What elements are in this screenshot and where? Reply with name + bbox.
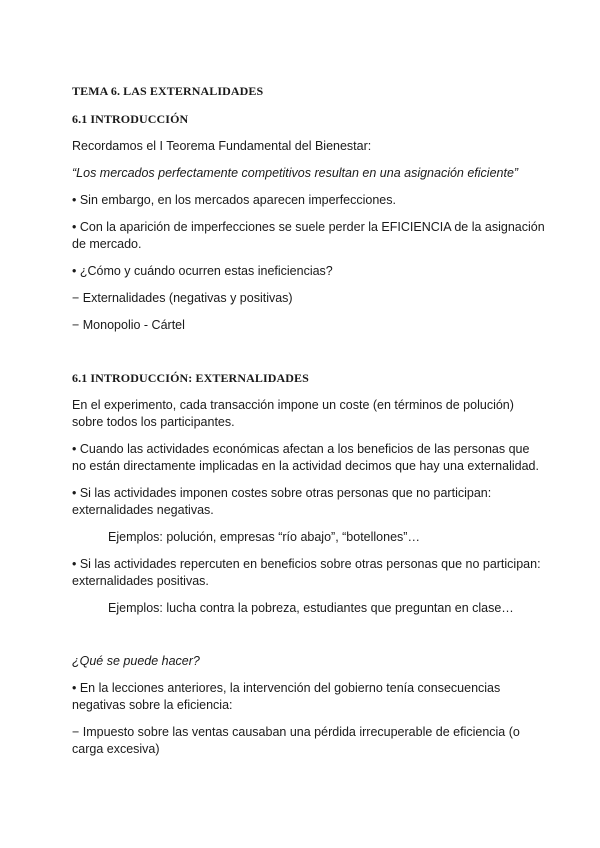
section-heading-intro: 6.1 INTRODUCCIÓN <box>72 112 189 126</box>
bullet-imperfections: • Sin embargo, en los mercados aparecen imperfecciones. <box>72 193 396 207</box>
bullet-government-line1: • En la lecciones anteriores, la intervención del gobierno tenía consecuencias <box>72 681 501 695</box>
quote-theorem: “Los mercados perfectamente competitivos resultan en una asignación eficiente” <box>72 166 519 180</box>
paragraph-experiment-line1: En el experimento, cada transacción impone un coste (en términos de polución) <box>72 398 514 412</box>
paragraph-experiment-line2: sobre todos los participantes. <box>72 415 235 429</box>
bullet-definition-line1: • Cuando las actividades económicas afectan a los beneficios de las personas que <box>72 442 530 456</box>
bullet-negative-line2: externalidades negativas. <box>72 503 214 517</box>
document-title: TEMA 6. LAS EXTERNALIDADES <box>72 84 264 98</box>
question-what-to-do: ¿Qué se puede hacer? <box>72 654 200 668</box>
dash-sales-tax-line1: − Impuesto sobre las ventas causaban una pérdida irrecuperable de eficiencia (o <box>72 725 520 739</box>
bullet-definition-line2: no están directamente implicadas en la actividad decimos que hay una externalidad. <box>72 459 539 473</box>
examples-negative: Ejemplos: polución, empresas “río abajo”, “botellones”… <box>108 530 420 544</box>
dash-sales-tax-line2: carga excesiva) <box>72 742 160 756</box>
paragraph-intro: Recordamos el I Teorema Fundamental del Bienestar: <box>72 139 372 153</box>
bullet-negative-line1: • Si las actividades imponen costes sobre otras personas que no participan: <box>72 486 492 500</box>
bullet-question: • ¿Cómo y cuándo ocurren estas ineficiencias? <box>72 264 333 278</box>
bullet-efficiency-line1: • Con la aparición de imperfecciones se suele perder la EFICIENCIA de la asignación <box>72 220 545 234</box>
examples-positive: Ejemplos: lucha contra la pobreza, estudiantes que preguntan en clase… <box>108 601 514 615</box>
bullet-efficiency-line2: de mercado. <box>72 237 142 251</box>
section-heading-externalities: 6.1 INTRODUCCIÓN: EXTERNALIDADES <box>72 371 309 385</box>
bullet-government-line2: negativas sobre la eficiencia: <box>72 698 233 712</box>
bullet-positive-line2: externalidades positivas. <box>72 574 209 588</box>
dash-externalities: − Externalidades (negativas y positivas) <box>72 291 293 305</box>
dash-monopoly: − Monopolio - Cártel <box>72 318 185 332</box>
bullet-positive-line1: • Si las actividades repercuten en beneficios sobre otras personas que no participan: <box>72 557 541 571</box>
